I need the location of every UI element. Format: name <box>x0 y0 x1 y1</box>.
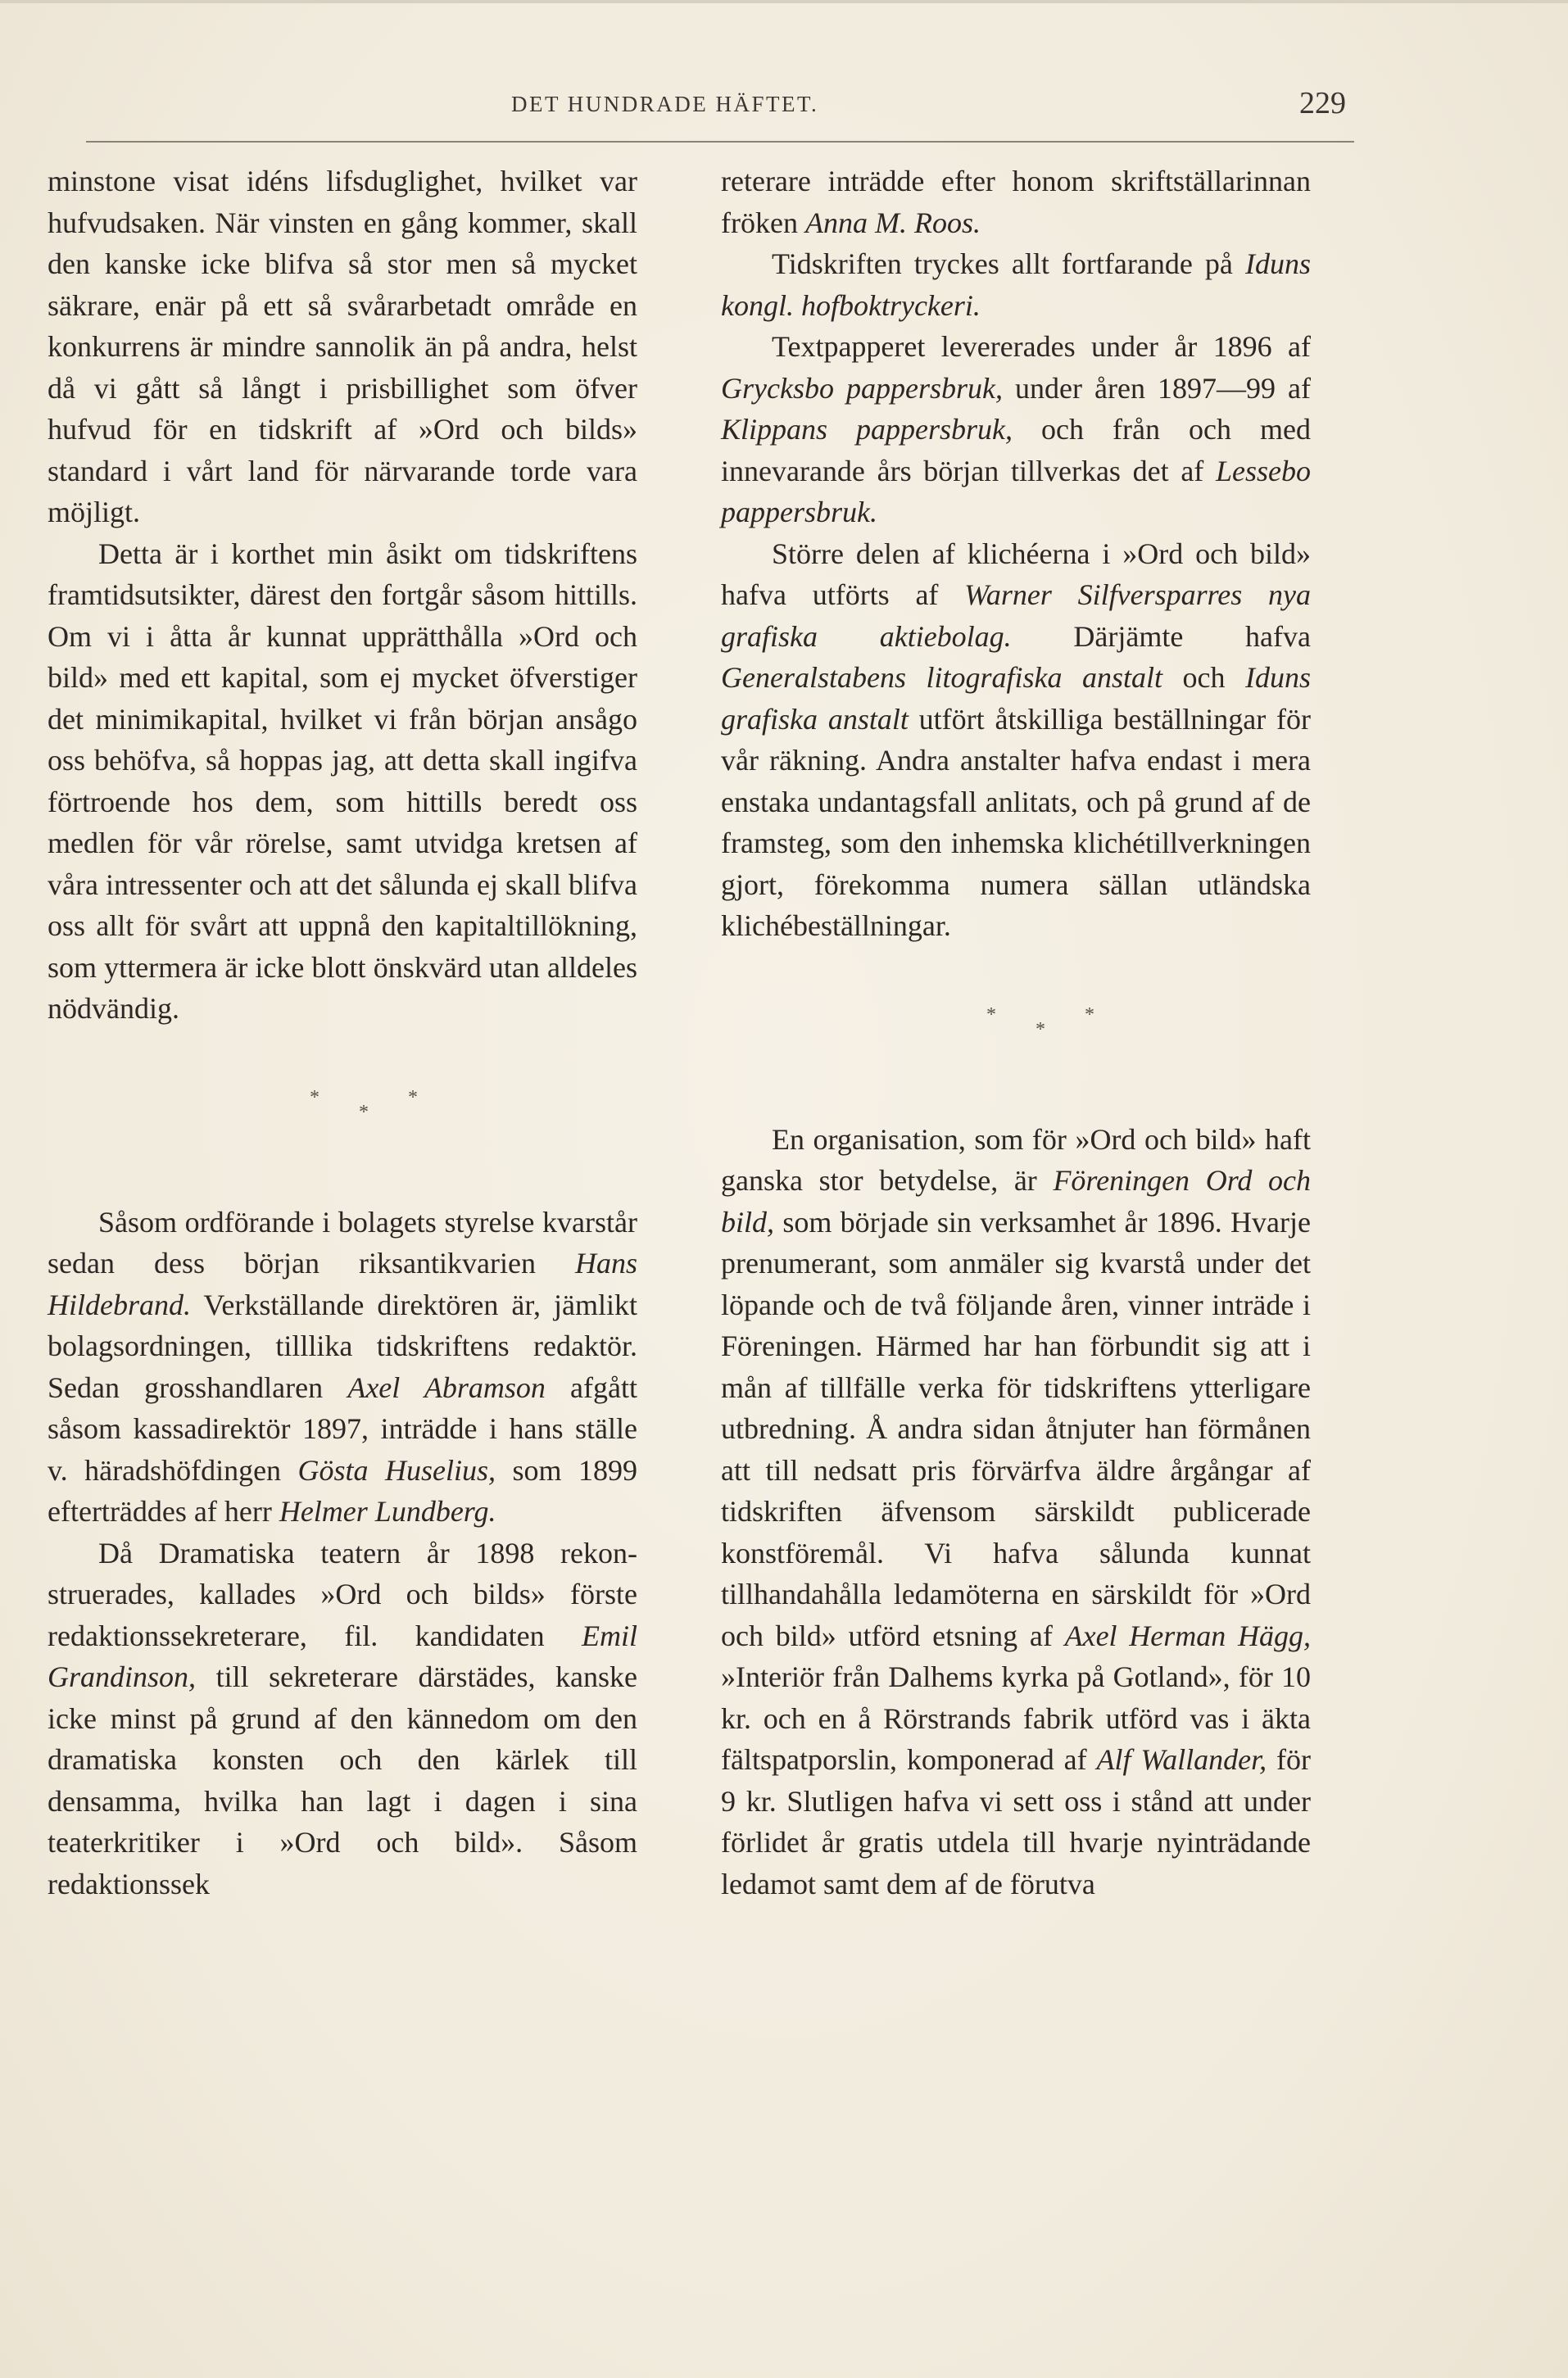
paragraph: reterare inträdde efter honom skriftställarinnan fröken Anna M. Roos. <box>721 165 1311 239</box>
company-name: Klippans pappersbruk, <box>721 413 1013 446</box>
asterisk-ornament: * <box>1085 1003 1094 1026</box>
right-column <box>721 161 1311 1905</box>
paragraph: Detta är i korthet min åsikt om tidskriftens framtidsutsikter, därest den fortgår såsom hittills. Om vi i åtta år kunnat upprätthålla »Ord och bild» med ett kapital, som ej mycket öfverstiger det minimikapital, hvilket vi från början ansågo oss behöfva, så hoppas jag, att detta skall ingifva förtroende hos dem, som hittills beredt oss medlen för vår rörelse, samt utvidga kretsen af våra intressenter och att det sålunda ej skall blifva oss allt för svårt att uppnå den kapitaltillökning, som yttermera är icke blott önskvärd utan alldeles nödvändig. <box>48 537 637 1025</box>
company-name: Iduns grafiska anstalt <box>721 661 1311 736</box>
person-name: Emil Grandinson, <box>48 1619 637 1693</box>
asterisk-ornament: * <box>310 1086 319 1108</box>
page-edge <box>0 0 1568 3</box>
person-name: Axel Herman Hägg, <box>1064 1619 1311 1652</box>
person-name: Alf Wallander, <box>1096 1743 1267 1776</box>
paragraph: Såsom ordförande i bolagets styrelse kvarstår sedan dess början riksantikvarien Hans Hildebrand. Verkställande direktören är, jämlikt bolagsordningen, tilllika tidskriftens redaktör. Sedan grosshandlaren Axel Abramson afgått såsom kassadirektör 1897, inträdde i hans ställe v. häradshöfdingen Gösta Huselius, som 1899 efterträddes af herr Helmer Lundberg. <box>48 1205 638 1528</box>
asterisk-ornament: * <box>359 1101 369 1123</box>
asterisk-ornament: * <box>986 1003 996 1026</box>
person-name: Hans Hildebrand. <box>48 1247 637 1321</box>
person-name: Axel Abramson <box>347 1370 546 1404</box>
paragraph: Större delen af klichéerna i »Ord och bild» hafva utförts af Warner Silfversparres nya grafiska aktiebolag. Därjämte hafva Generalstabens litografiska anstalt och Iduns grafiska anstalt utfört åtskilliga beställningar för vår räkning. Andra anstalter hafva endast i mera enstaka undantagsfall anlitats, och på grund af de framsteg, som den inhemska klichétillverkningen gjort, förekomma numera sällan utländska klichébeställningar. <box>721 537 1311 942</box>
company-name: Generalstabens litografiska anstalt <box>721 661 1162 694</box>
company-name: Iduns kongl. hofboktryckeri. <box>721 247 1311 322</box>
asterisk-ornament: * <box>408 1086 418 1108</box>
left-column <box>48 161 637 1905</box>
person-name: Helmer Lundberg. <box>279 1495 496 1528</box>
paragraph: Tidskriften tryckes allt fortfarande på Iduns kongl. hofboktryckeri. <box>721 247 1311 322</box>
section-divider-stars <box>721 947 1311 1119</box>
organisation-name: Föreningen Ord och bild, <box>721 1164 1311 1239</box>
paragraph: minstone visat idéns lifsduglighet, hvilket var hufvudsaken. När vinsten en gång kommer, skall den kanske icke blifva så stor men så mycket säkrare, enär på ett så svårarbetadt område en konkurrens är mindre sannolik än på andra, helst då vi gått så långt i prisbillighet som öfver hufvud för en tidskrift af »Ord och bilds» standard i vårt land för närvarande torde vara möjligt. <box>48 165 637 528</box>
header-rule <box>86 141 1354 143</box>
company-name: Grycksbo pappersbruk, <box>721 371 1003 405</box>
company-name: Lessebo pappersbruk. <box>721 454 1311 528</box>
page-number: 229 <box>1299 86 1346 120</box>
paragraph: Då Dramatiska teatern år 1898 rekonstruerades, kallades »Ord och bilds» förste redaktionssekreterare, fil. kandidaten Emil Grandinson, till sekreterare därstädes, kanske icke minst på grund af den kännedom om den dramatiska konsten och den kärlek till densamma, hvilka han lagt i dagen i sina teaterkritiker i »Ord och bild». Såsom redaktionssek <box>48 1536 637 1900</box>
person-name: Gösta Huselius, <box>297 1453 496 1487</box>
paragraph: Textpapperet levererades under år 1896 af Grycksbo pappersbruk, under åren 1897—99 af Klippans pappersbruk, och från och med innevarande års början tillverkas det af Lessebo pappersbruk. <box>721 330 1311 528</box>
running-head: DET HUNDRADE HÄFTET. <box>511 92 819 116</box>
page-header <box>86 82 1354 128</box>
asterisk-ornament: * <box>1036 1018 1045 1040</box>
paragraph: En organisation, som för »Ord och bild» haft ganska stor betydelse, är Föreningen Ord och bild, som började sin verksamhet år 1896. Hvarje prenumerant, som anmäler sig kvarstå under det löpande och de två följande åren, vinner inträde i Föreningen. Härmed har han förbundit sig att i mån af tillfälle verka för tidskriftens ytterligare utbredning. Å andra sidan åtnjuter han förmånen att till nedsatt pris förvärfva äldre årgångar af tidskriften äfvensom särskildt publicerade konstföremål. Vi hafva sålunda kunnat tillhandahålla ledamöterna en särskildt för »Ord och bild» utförd etsning af Axel Herman Hägg, »Interiör från Dalhems kyrka på Gotland», för 10 kr. och en å Rörstrands fabrik utförd vas i äkta fältspatporslin, komponerad af Alf Wallander, för 9 kr. Slutligen hafva vi sett oss i stånd att under förlidet år gratis utdela till hvarje nyinträdande ledamot samt dem af de förutva <box>721 1122 1311 1900</box>
section-divider-stars <box>48 1030 637 1202</box>
person-name: Anna M. Roos. <box>804 206 981 239</box>
company-name: Warner Silfversparres nya grafiska aktiebolag. <box>721 578 1311 653</box>
